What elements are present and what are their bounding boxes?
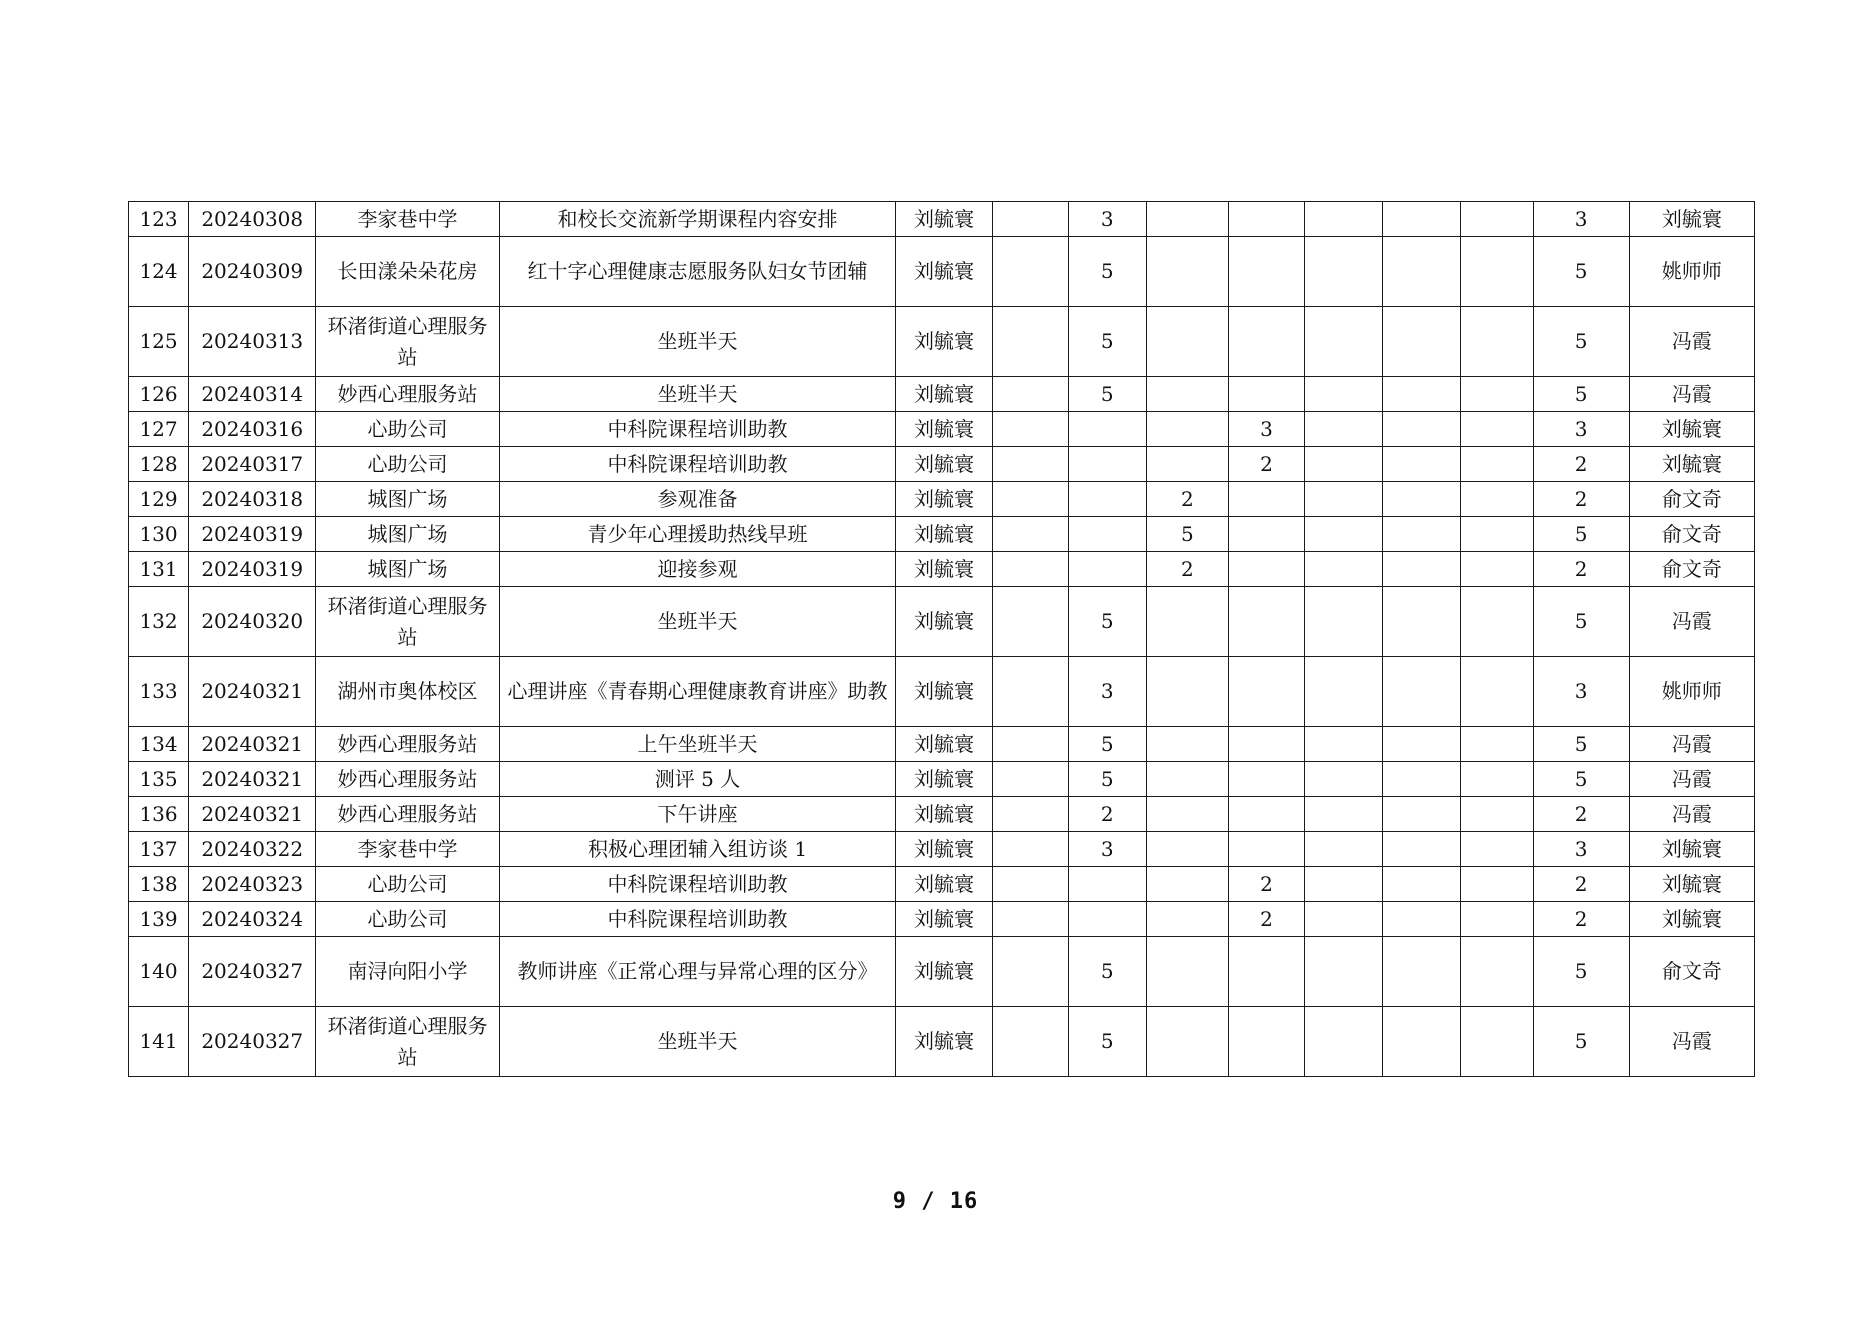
hours-column-2-cell	[1068, 902, 1146, 937]
hours-column-1-cell	[992, 237, 1068, 307]
person-cell: 刘毓寰	[896, 657, 992, 727]
hours-column-6-cell	[1383, 832, 1461, 867]
place-cell: 湖州市奥体校区	[316, 657, 499, 727]
table-row	[129, 412, 1755, 447]
row-number-cell: 126	[129, 377, 189, 412]
table-row	[129, 377, 1755, 412]
hours-column-6-cell	[1383, 762, 1461, 797]
table-row	[129, 482, 1755, 517]
content-cell: 中科院课程培训助教	[499, 902, 896, 937]
date-cell: 20240320	[189, 587, 316, 657]
row-number-cell: 125	[129, 307, 189, 377]
hours-column-1-cell	[992, 867, 1068, 902]
person-cell: 刘毓寰	[896, 587, 992, 657]
place-cell: 李家巷中学	[316, 202, 499, 237]
row-number-cell: 138	[129, 867, 189, 902]
hours-column-4-cell	[1228, 797, 1304, 832]
total-hours-cell: 5	[1533, 762, 1629, 797]
place-cell: 城图广场	[316, 482, 499, 517]
person-cell: 刘毓寰	[896, 937, 992, 1007]
hours-column-5-cell	[1305, 237, 1383, 307]
date-cell: 20240313	[189, 307, 316, 377]
table-row	[129, 307, 1755, 377]
content-cell: 坐班半天	[499, 1007, 896, 1077]
hours-column-7-cell	[1461, 867, 1533, 902]
hours-column-6-cell	[1383, 902, 1461, 937]
total-hours-cell: 5	[1533, 517, 1629, 552]
row-number-cell: 132	[129, 587, 189, 657]
hours-column-2-cell: 3	[1068, 657, 1146, 727]
hours-column-4-cell	[1228, 762, 1304, 797]
table-body	[129, 202, 1755, 1077]
content-cell: 积极心理团辅入组访谈 1	[499, 832, 896, 867]
place-cell: 城图广场	[316, 552, 499, 587]
place-cell: 妙西心理服务站	[316, 797, 499, 832]
verifier-cell: 刘毓寰	[1629, 412, 1754, 447]
hours-column-5-cell	[1305, 307, 1383, 377]
hours-column-4-cell	[1228, 937, 1304, 1007]
hours-column-1-cell	[992, 727, 1068, 762]
date-cell: 20240309	[189, 237, 316, 307]
hours-column-1-cell	[992, 832, 1068, 867]
hours-column-2-cell	[1068, 517, 1146, 552]
hours-column-7-cell	[1461, 377, 1533, 412]
hours-column-4-cell	[1228, 237, 1304, 307]
content-cell: 中科院课程培训助教	[499, 867, 896, 902]
verifier-cell: 冯霞	[1629, 587, 1754, 657]
person-cell: 刘毓寰	[896, 482, 992, 517]
hours-column-3-cell	[1146, 202, 1228, 237]
hours-column-5-cell	[1305, 517, 1383, 552]
content-cell: 坐班半天	[499, 377, 896, 412]
hours-column-4-cell	[1228, 202, 1304, 237]
place-cell: 城图广场	[316, 517, 499, 552]
table-row	[129, 797, 1755, 832]
total-hours-cell: 5	[1533, 1007, 1629, 1077]
date-cell: 20240319	[189, 552, 316, 587]
page-number: 9 / 16	[892, 1189, 979, 1214]
table-row	[129, 657, 1755, 727]
row-number-cell: 135	[129, 762, 189, 797]
hours-column-2-cell	[1068, 867, 1146, 902]
person-cell: 刘毓寰	[896, 202, 992, 237]
hours-column-4-cell: 3	[1228, 412, 1304, 447]
hours-column-7-cell	[1461, 1007, 1533, 1077]
table-row	[129, 867, 1755, 902]
person-cell: 刘毓寰	[896, 552, 992, 587]
date-cell: 20240324	[189, 902, 316, 937]
total-hours-cell: 2	[1533, 867, 1629, 902]
hours-column-1-cell	[992, 587, 1068, 657]
hours-column-2-cell: 5	[1068, 762, 1146, 797]
hours-column-2-cell: 5	[1068, 237, 1146, 307]
content-cell: 坐班半天	[499, 587, 896, 657]
place-cell: 妙西心理服务站	[316, 762, 499, 797]
hours-column-6-cell	[1383, 202, 1461, 237]
table-row	[129, 727, 1755, 762]
hours-column-2-cell: 3	[1068, 202, 1146, 237]
content-cell: 红十字心理健康志愿服务队妇女节团辅	[499, 237, 896, 307]
verifier-cell: 俞文奇	[1629, 482, 1754, 517]
hours-column-7-cell	[1461, 237, 1533, 307]
hours-column-1-cell	[992, 762, 1068, 797]
hours-column-7-cell	[1461, 517, 1533, 552]
hours-column-2-cell: 2	[1068, 797, 1146, 832]
total-hours-cell: 5	[1533, 727, 1629, 762]
content-cell: 心理讲座《青春期心理健康教育讲座》助教	[499, 657, 896, 727]
hours-column-7-cell	[1461, 902, 1533, 937]
hours-column-2-cell	[1068, 412, 1146, 447]
hours-column-1-cell	[992, 447, 1068, 482]
place-cell: 环渚街道心理服务站	[316, 307, 499, 377]
table-row	[129, 762, 1755, 797]
volunteer-hours-table	[128, 201, 1755, 1077]
verifier-cell: 刘毓寰	[1629, 867, 1754, 902]
hours-column-5-cell	[1305, 447, 1383, 482]
person-cell: 刘毓寰	[896, 237, 992, 307]
verifier-cell: 冯霞	[1629, 1007, 1754, 1077]
total-hours-cell: 2	[1533, 447, 1629, 482]
table-row	[129, 937, 1755, 1007]
hours-column-2-cell	[1068, 447, 1146, 482]
hours-column-5-cell	[1305, 377, 1383, 412]
hours-column-5-cell	[1305, 1007, 1383, 1077]
hours-column-3-cell	[1146, 377, 1228, 412]
place-cell: 环渚街道心理服务站	[316, 587, 499, 657]
hours-column-5-cell	[1305, 762, 1383, 797]
hours-column-6-cell	[1383, 377, 1461, 412]
total-hours-cell: 2	[1533, 797, 1629, 832]
person-cell: 刘毓寰	[896, 517, 992, 552]
hours-column-7-cell	[1461, 412, 1533, 447]
place-cell: 李家巷中学	[316, 832, 499, 867]
place-cell: 心助公司	[316, 447, 499, 482]
hours-column-7-cell	[1461, 482, 1533, 517]
hours-column-6-cell	[1383, 237, 1461, 307]
verifier-cell: 刘毓寰	[1629, 447, 1754, 482]
hours-column-1-cell	[992, 657, 1068, 727]
content-cell: 参观准备	[499, 482, 896, 517]
hours-column-1-cell	[992, 307, 1068, 377]
content-cell: 青少年心理援助热线早班	[499, 517, 896, 552]
date-cell: 20240327	[189, 1007, 316, 1077]
hours-column-2-cell: 5	[1068, 587, 1146, 657]
hours-column-6-cell	[1383, 482, 1461, 517]
row-number-cell: 134	[129, 727, 189, 762]
hours-column-6-cell	[1383, 412, 1461, 447]
total-hours-cell: 5	[1533, 377, 1629, 412]
hours-column-4-cell: 2	[1228, 447, 1304, 482]
hours-column-1-cell	[992, 377, 1068, 412]
person-cell: 刘毓寰	[896, 902, 992, 937]
hours-column-7-cell	[1461, 727, 1533, 762]
row-number-cell: 140	[129, 937, 189, 1007]
hours-column-5-cell	[1305, 587, 1383, 657]
hours-column-7-cell	[1461, 657, 1533, 727]
hours-column-6-cell	[1383, 587, 1461, 657]
table-row	[129, 447, 1755, 482]
content-cell: 上午坐班半天	[499, 727, 896, 762]
hours-column-3-cell	[1146, 762, 1228, 797]
verifier-cell: 冯霞	[1629, 727, 1754, 762]
hours-column-7-cell	[1461, 762, 1533, 797]
date-cell: 20240323	[189, 867, 316, 902]
hours-column-1-cell	[992, 412, 1068, 447]
content-cell: 中科院课程培训助教	[499, 447, 896, 482]
person-cell: 刘毓寰	[896, 762, 992, 797]
verifier-cell: 冯霞	[1629, 797, 1754, 832]
total-hours-cell: 5	[1533, 237, 1629, 307]
row-number-cell: 136	[129, 797, 189, 832]
verifier-cell: 刘毓寰	[1629, 902, 1754, 937]
hours-column-1-cell	[992, 902, 1068, 937]
total-hours-cell: 3	[1533, 657, 1629, 727]
total-hours-cell: 3	[1533, 412, 1629, 447]
hours-column-5-cell	[1305, 867, 1383, 902]
date-cell: 20240327	[189, 937, 316, 1007]
row-number-cell: 131	[129, 552, 189, 587]
hours-column-5-cell	[1305, 412, 1383, 447]
place-cell: 心助公司	[316, 412, 499, 447]
hours-column-1-cell	[992, 482, 1068, 517]
date-cell: 20240316	[189, 412, 316, 447]
hours-column-3-cell	[1146, 832, 1228, 867]
hours-column-5-cell	[1305, 552, 1383, 587]
hours-column-6-cell	[1383, 517, 1461, 552]
content-cell: 下午讲座	[499, 797, 896, 832]
total-hours-cell: 2	[1533, 482, 1629, 517]
date-cell: 20240308	[189, 202, 316, 237]
hours-column-5-cell	[1305, 482, 1383, 517]
hours-column-5-cell	[1305, 902, 1383, 937]
hours-column-4-cell	[1228, 832, 1304, 867]
hours-column-7-cell	[1461, 307, 1533, 377]
verifier-cell: 冯霞	[1629, 762, 1754, 797]
hours-column-3-cell	[1146, 867, 1228, 902]
content-cell: 迎接参观	[499, 552, 896, 587]
hours-column-3-cell	[1146, 937, 1228, 1007]
hours-column-5-cell	[1305, 657, 1383, 727]
hours-column-1-cell	[992, 552, 1068, 587]
total-hours-cell: 5	[1533, 307, 1629, 377]
hours-column-5-cell	[1305, 727, 1383, 762]
hours-column-6-cell	[1383, 727, 1461, 762]
table-row	[129, 1007, 1755, 1077]
total-hours-cell: 2	[1533, 552, 1629, 587]
person-cell: 刘毓寰	[896, 307, 992, 377]
hours-column-4-cell	[1228, 377, 1304, 412]
content-cell: 测评 5 人	[499, 762, 896, 797]
hours-column-2-cell	[1068, 482, 1146, 517]
hours-column-4-cell: 2	[1228, 902, 1304, 937]
hours-column-2-cell: 5	[1068, 307, 1146, 377]
hours-column-1-cell	[992, 797, 1068, 832]
hours-column-1-cell	[992, 517, 1068, 552]
hours-column-6-cell	[1383, 307, 1461, 377]
hours-column-3-cell	[1146, 657, 1228, 727]
content-cell: 中科院课程培训助教	[499, 412, 896, 447]
hours-column-6-cell	[1383, 1007, 1461, 1077]
hours-column-3-cell	[1146, 447, 1228, 482]
place-cell: 南浔向阳小学	[316, 937, 499, 1007]
hours-column-5-cell	[1305, 797, 1383, 832]
person-cell: 刘毓寰	[896, 867, 992, 902]
total-hours-cell: 5	[1533, 937, 1629, 1007]
total-hours-cell: 5	[1533, 587, 1629, 657]
date-cell: 20240317	[189, 447, 316, 482]
hours-column-7-cell	[1461, 832, 1533, 867]
hours-column-2-cell: 5	[1068, 727, 1146, 762]
row-number-cell: 133	[129, 657, 189, 727]
hours-column-3-cell: 2	[1146, 552, 1228, 587]
person-cell: 刘毓寰	[896, 1007, 992, 1077]
hours-column-1-cell	[992, 937, 1068, 1007]
hours-column-4-cell	[1228, 727, 1304, 762]
row-number-cell: 127	[129, 412, 189, 447]
table-row	[129, 202, 1755, 237]
content-cell: 坐班半天	[499, 307, 896, 377]
verifier-cell: 冯霞	[1629, 377, 1754, 412]
hours-column-4-cell	[1228, 657, 1304, 727]
hours-column-2-cell: 5	[1068, 937, 1146, 1007]
hours-column-7-cell	[1461, 447, 1533, 482]
content-cell: 和校长交流新学期课程内容安排	[499, 202, 896, 237]
hours-column-5-cell	[1305, 937, 1383, 1007]
verifier-cell: 冯霞	[1629, 307, 1754, 377]
hours-column-3-cell	[1146, 797, 1228, 832]
hours-column-6-cell	[1383, 797, 1461, 832]
person-cell: 刘毓寰	[896, 377, 992, 412]
hours-column-4-cell	[1228, 587, 1304, 657]
hours-column-6-cell	[1383, 447, 1461, 482]
date-cell: 20240319	[189, 517, 316, 552]
date-cell: 20240321	[189, 797, 316, 832]
verifier-cell: 姚师师	[1629, 237, 1754, 307]
place-cell: 长田漾朵朵花房	[316, 237, 499, 307]
row-number-cell: 128	[129, 447, 189, 482]
table-row	[129, 552, 1755, 587]
date-cell: 20240314	[189, 377, 316, 412]
row-number-cell: 124	[129, 237, 189, 307]
place-cell: 心助公司	[316, 902, 499, 937]
hours-column-7-cell	[1461, 202, 1533, 237]
date-cell: 20240318	[189, 482, 316, 517]
verifier-cell: 俞文奇	[1629, 937, 1754, 1007]
place-cell: 妙西心理服务站	[316, 727, 499, 762]
hours-column-6-cell	[1383, 937, 1461, 1007]
table-row	[129, 587, 1755, 657]
total-hours-cell: 2	[1533, 902, 1629, 937]
hours-column-3-cell	[1146, 727, 1228, 762]
row-number-cell: 123	[129, 202, 189, 237]
row-number-cell: 129	[129, 482, 189, 517]
row-number-cell: 137	[129, 832, 189, 867]
hours-column-4-cell: 2	[1228, 867, 1304, 902]
person-cell: 刘毓寰	[896, 727, 992, 762]
hours-column-3-cell	[1146, 1007, 1228, 1077]
table-row	[129, 237, 1755, 307]
hours-column-3-cell: 2	[1146, 482, 1228, 517]
verifier-cell: 姚师师	[1629, 657, 1754, 727]
hours-column-4-cell	[1228, 482, 1304, 517]
hours-column-5-cell	[1305, 202, 1383, 237]
hours-column-1-cell	[992, 202, 1068, 237]
hours-column-3-cell	[1146, 587, 1228, 657]
date-cell: 20240321	[189, 657, 316, 727]
person-cell: 刘毓寰	[896, 832, 992, 867]
verifier-cell: 俞文奇	[1629, 517, 1754, 552]
verifier-cell: 刘毓寰	[1629, 202, 1754, 237]
person-cell: 刘毓寰	[896, 412, 992, 447]
place-cell: 环渚街道心理服务站	[316, 1007, 499, 1077]
hours-column-7-cell	[1461, 797, 1533, 832]
row-number-cell: 139	[129, 902, 189, 937]
row-number-cell: 141	[129, 1007, 189, 1077]
place-cell: 心助公司	[316, 867, 499, 902]
table-row	[129, 902, 1755, 937]
date-cell: 20240321	[189, 762, 316, 797]
hours-column-3-cell	[1146, 902, 1228, 937]
total-hours-cell: 3	[1533, 832, 1629, 867]
table-row	[129, 832, 1755, 867]
place-cell: 妙西心理服务站	[316, 377, 499, 412]
row-number-cell: 130	[129, 517, 189, 552]
person-cell: 刘毓寰	[896, 797, 992, 832]
date-cell: 20240322	[189, 832, 316, 867]
hours-column-6-cell	[1383, 552, 1461, 587]
hours-column-6-cell	[1383, 867, 1461, 902]
hours-column-4-cell	[1228, 1007, 1304, 1077]
hours-column-5-cell	[1305, 832, 1383, 867]
hours-column-2-cell: 5	[1068, 377, 1146, 412]
hours-column-2-cell: 3	[1068, 832, 1146, 867]
total-hours-cell: 3	[1533, 202, 1629, 237]
hours-column-7-cell	[1461, 552, 1533, 587]
hours-column-6-cell	[1383, 657, 1461, 727]
hours-column-4-cell	[1228, 307, 1304, 377]
date-cell: 20240321	[189, 727, 316, 762]
table-row	[129, 517, 1755, 552]
hours-column-7-cell	[1461, 587, 1533, 657]
hours-column-4-cell	[1228, 552, 1304, 587]
content-cell: 教师讲座《正常心理与异常心理的区分》	[499, 937, 896, 1007]
hours-column-3-cell	[1146, 237, 1228, 307]
hours-column-4-cell	[1228, 517, 1304, 552]
hours-column-1-cell	[992, 1007, 1068, 1077]
hours-column-2-cell	[1068, 552, 1146, 587]
hours-column-7-cell	[1461, 937, 1533, 1007]
verifier-cell: 俞文奇	[1629, 552, 1754, 587]
person-cell: 刘毓寰	[896, 447, 992, 482]
hours-column-3-cell	[1146, 412, 1228, 447]
hours-column-3-cell	[1146, 307, 1228, 377]
verifier-cell: 刘毓寰	[1629, 832, 1754, 867]
hours-column-2-cell: 5	[1068, 1007, 1146, 1077]
hours-column-3-cell: 5	[1146, 517, 1228, 552]
